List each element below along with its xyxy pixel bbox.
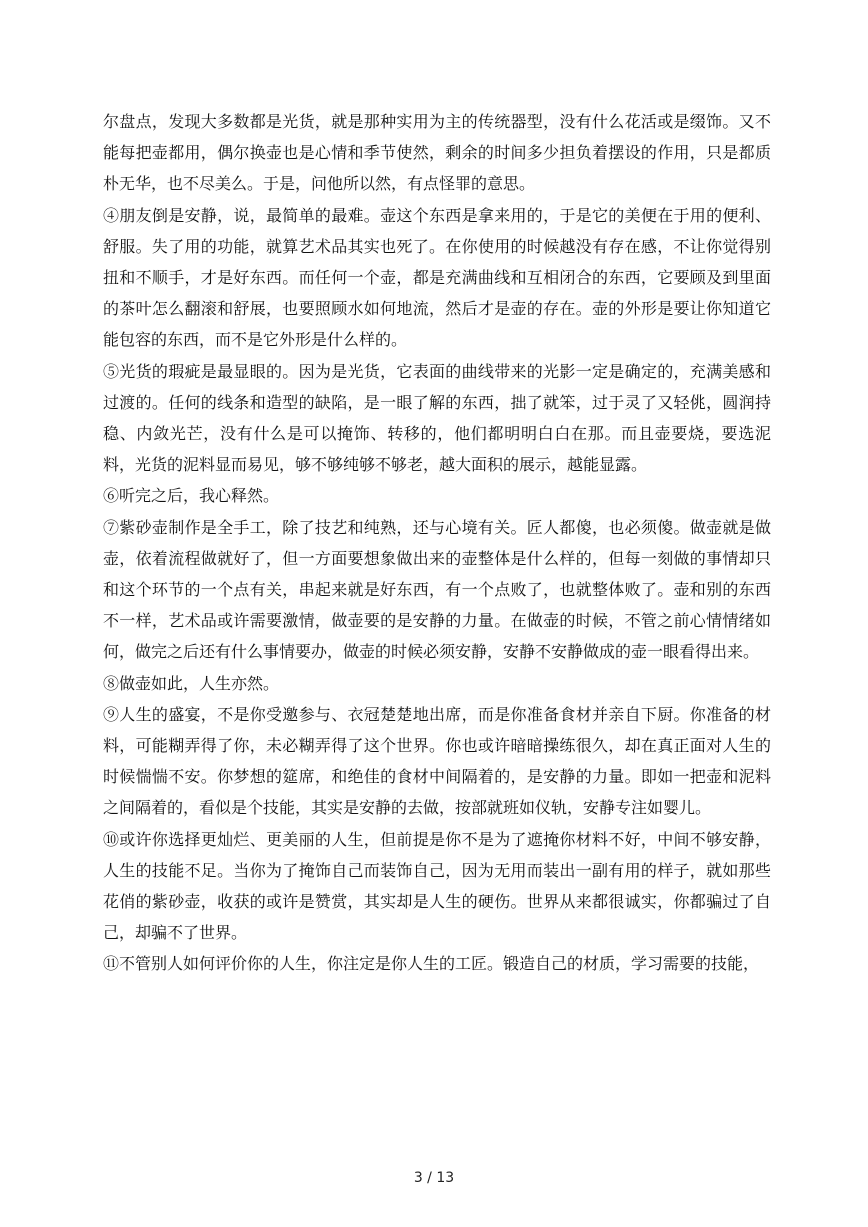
paragraph-11: ⑪不管别人如何评价你的人生，你注定是你人生的工匠。锻造自己的材质，学习需要的技能， xyxy=(103,954,760,974)
paragraph-9: ⑨人生的盛宴，不是你受邀参与、衣冠楚楚地出席，而是你准备食材并亲自下厨。你准备的材料，可能糊弄得了你，未必糊弄得了这个世界。你也或许暗暗操练很久，却在真正面对人生的时候惴惴不安。你梦想的筵席，和绝佳的食材中间隔着的，是安静的力量。即如一把壶和泥料之间隔着的，看似是个技能，其实是安静的去做，按部就班如仪轨，安静专注如婴儿。 xyxy=(103,704,771,818)
article-body xyxy=(103,106,771,980)
paragraph-8: ⑧做壶如此，人生亦然。 xyxy=(103,673,280,693)
paragraph-7: ⑦紫砂壶制作是全手工，除了技艺和纯熟，还与心境有关。匠人都傻，也必须傻。做壶就是做壶，依着流程做就好了，但一方面要想象做出来的壶整体是什么样的，但每一刻做的事情却只和这个环节的一个点有关，串起来就是好东西，有一个点败了，也就整体败了。壶和别的东西不一样，艺术品或许需要激情，做壶要的是安静的力量。在做壶的时候，不管之前心情情绪如何，做完之后还有什么事情要办，做壶的时候必须安静，安静不安静做成的壶一眼看得出来。 xyxy=(103,517,771,662)
paragraph-10: ⑩或许你选择更灿烂、更美丽的人生，但前提是你不是为了遮掩你材料不好，中间不够安静，人生的技能不足。当你为了掩饰自己而装饰自己，因为无用而装出一副有用的样子，就如那些花俏的紫砂壶，收获的或许是赞赏，其实却是人生的硬伤。世界从来都很诚实，你都骗过了自己，却骗不了世界。 xyxy=(103,829,771,943)
paragraph-4: ④朋友倒是安静，说，最简单的最难。壶这个东西是拿来用的，于是它的美便在于用的便利、舒服。失了用的功能，就算艺术品其实也死了。在你使用的时候越没有存在感，不让你觉得别扭和不顺手，才是好东西。而任何一个壶，都是充满曲线和互相闭合的东西，它要顾及到里面的茶叶怎么翻滚和舒展，也要照顾水如何地流，然后才是壶的存在。壶的外形是要让你知道它能包容的东西，而不是它外形是什么样的。 xyxy=(103,205,771,350)
page-number: 3 / 13 xyxy=(413,1170,455,1186)
paragraph-continued: 尔盘点，发现大多数都是光货，就是那种实用为主的传统器型，没有什么花活或是缀饰。又不能每把壶都用，偶尔换壶也是心情和季节使然，剩余的时间多少担负着摆设的作用，只是都质朴无华，也不尽美么。于是，问他所以然，有点怪罪的意思。 xyxy=(103,112,771,194)
paragraph-6: ⑥听完之后，我心释然。 xyxy=(103,486,280,506)
paragraph-5: ⑤光货的瑕疵是最显眼的。因为是光货，它表面的曲线带来的光影一定是确定的，充满美感和过渡的。任何的线条和造型的缺陷，是一眼了解的东西，拙了就笨，过于灵了又轻佻，圆润持稳、内敛光芒，没有什么是可以掩饰、转移的，他们都明明白白在那。而且壶要烧，要选泥料，光货的泥料显而易见，够不够纯够不够老，越大面积的展示，越能显露。 xyxy=(103,361,771,475)
